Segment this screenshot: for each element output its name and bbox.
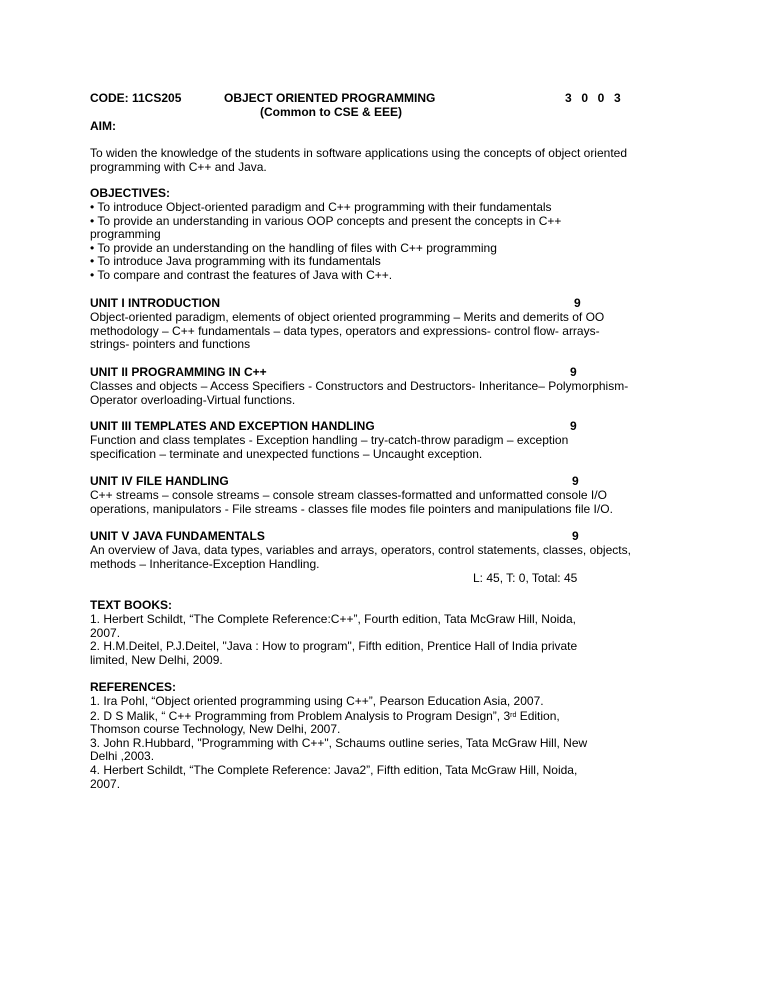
unit-line: Function and class templates - Exception handling – try-catch-throw paradigm – exception (90, 433, 569, 447)
objective-item: • To introduce Object-oriented paradigm and C++ programming with their fundamentals (90, 200, 552, 214)
unit-2-hours: 9 (570, 365, 577, 379)
reference-line: Delhi ,2003. (90, 749, 155, 764)
textbook-line: limited, New Delhi, 2009. (90, 652, 223, 667)
course-code: CODE: 11CS205 (90, 91, 182, 105)
aim-line: To widen the knowledge of the students in software applications using the concepts of object oriented (90, 146, 628, 160)
unit-1-hours: 9 (574, 296, 581, 310)
unit-line: C++ streams – console streams – console stream classes-formatted and unformatted console I/O (90, 488, 607, 502)
objective-item: • To provide an understanding in various OOP concepts and present the concepts in C++ (90, 213, 562, 228)
unit-line: strings- pointers and functions (90, 337, 251, 352)
course-title: OBJECT ORIENTED PROGRAMMING (224, 91, 436, 105)
unit-1-title: UNIT I INTRODUCTION (90, 296, 220, 310)
unit-line: operations, manipulators - File streams - classes file modes file pointers and manipulations file I/O. (90, 501, 613, 516)
unit-5-title: UNIT V JAVA FUNDAMENTALS (90, 529, 265, 543)
references-list (90, 695, 635, 791)
reference-text: 2. D S Malik, “ C++ Programming from Problem Analysis to Program Design”, 3 (90, 708, 511, 723)
reference-line (90, 709, 635, 724)
unit-line: specification – terminate and unexpected functions – Uncaught exception. (90, 446, 483, 461)
reference-line: 4. Herbert Schildt, “The Complete Reference: Java2”, Fifth edition, Tata McGraw Hill, Noida, (90, 762, 578, 777)
reference-superscript: rd (510, 711, 517, 719)
total-hours: L: 45, T: 0, Total: 45 (473, 571, 578, 585)
unit-5-hours: 9 (572, 529, 579, 543)
objective-item: • To provide an understanding on the handling of files with C++ programming (90, 240, 497, 255)
unit-line: methods – Inheritance-Exception Handling. (90, 556, 320, 571)
unit-4-hours: 9 (572, 474, 579, 488)
textbook-line: 1. Herbert Schildt, “The Complete Reference:C++”, Fourth edition, Tata McGraw Hill, Noida, (90, 612, 576, 626)
aim-text (90, 147, 635, 174)
unit-line: methodology – C++ fundamentals – data types, operators and expressions- control flow- arrays- (90, 323, 600, 338)
unit-5-content (90, 544, 635, 571)
unit-4-content (90, 489, 635, 516)
unit-3-title: UNIT III TEMPLATES AND EXCEPTION HANDLING (90, 419, 375, 433)
objectives-list (90, 201, 635, 283)
objectives-heading: OBJECTIVES: (90, 186, 171, 200)
textbook-line: 2. H.M.Deitel, P.J.Deitel, "Java : How to program", Fifth edition, Prentice Hall of India private (90, 639, 578, 654)
unit-line: An overview of Java, data types, variables and arrays, operators, control statements, classes, objects, (90, 543, 631, 557)
aim-line: programming with C++ and Java. (90, 159, 267, 174)
reference-line: 3. John R.Hubbard, "Programming with C++", Schaums outline series, Tata McGraw Hill, New (90, 735, 588, 750)
aim-heading: AIM: (90, 119, 116, 133)
unit-line: Object-oriented paradigm, elements of object oriented programming – Merits and demerits of OO (90, 310, 605, 324)
objective-item: • To introduce Java programming with its fundamentals (90, 254, 381, 269)
course-common-note: (Common to CSE & EEE) (260, 105, 403, 119)
unit-line: Operator overloading-Virtual functions. (90, 392, 296, 407)
unit-3-content (90, 434, 635, 461)
unit-3-hours: 9 (570, 419, 577, 433)
textbooks-heading: TEXT BOOKS: (90, 598, 173, 612)
unit-2-title: UNIT II PROGRAMMING IN C++ (90, 365, 267, 379)
course-credits: 3 0 0 3 (565, 91, 622, 105)
unit-4-title: UNIT IV FILE HANDLING (90, 474, 229, 488)
reference-line: Thomson course Technology, New Delhi, 2007. (90, 722, 341, 737)
unit-1-content (90, 311, 635, 352)
objective-item: programming (90, 227, 161, 242)
reference-line: 1. Ira Pohl, “Object oriented programming using C++”, Pearson Education Asia, 2007. (90, 694, 544, 708)
textbooks-list (90, 613, 635, 667)
unit-2-content (90, 380, 635, 407)
reference-text: Edition, (516, 708, 560, 723)
objective-item: • To compare and contrast the features of Java with C++. (90, 267, 393, 282)
textbook-line: 2007. (90, 625, 121, 640)
unit-line: Classes and objects – Access Specifiers - Constructors and Destructors- Inheritance– Polymorphism- (90, 379, 629, 393)
references-heading: REFERENCES: (90, 680, 177, 694)
reference-line: 2007. (90, 776, 121, 791)
